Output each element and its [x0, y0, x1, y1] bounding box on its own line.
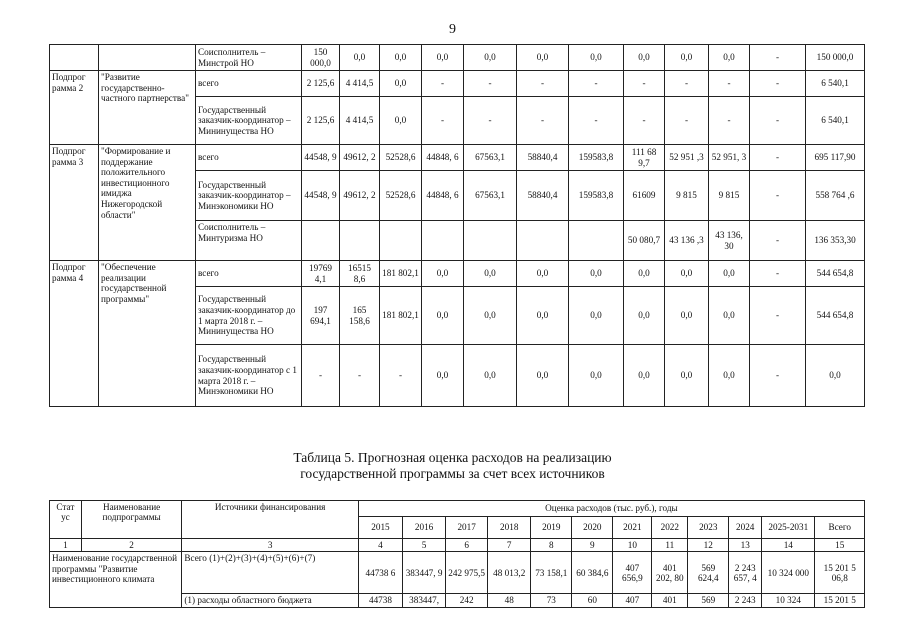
table-cell: 0,0: [517, 345, 569, 407]
table-cell: 4 414,5: [340, 71, 380, 97]
table-cell: 0,0: [665, 45, 709, 71]
table-cell: [50, 45, 99, 71]
table-cell: 159583,8: [569, 171, 624, 221]
table-cell: 10 324: [762, 594, 815, 607]
table-cell: -: [750, 97, 806, 145]
subprogram-status: Подпрог рамма 2: [50, 71, 99, 145]
table-cell: [569, 221, 624, 261]
table-cell: 383447, 9: [403, 552, 446, 594]
table-cell: 67563,1: [464, 145, 517, 171]
table-cell: 242: [446, 594, 488, 607]
table-cell: 0,0: [380, 71, 422, 97]
table-cell: 3: [182, 539, 359, 552]
table-cell: 11: [652, 539, 688, 552]
table-cell: 136 353,30: [806, 221, 865, 261]
table-cell: 0,0: [340, 45, 380, 71]
table-cell: 73: [531, 594, 572, 607]
column-number-row: [50, 539, 865, 552]
caption-line-1: Таблица 5. Прогнозная оценка расходов на реализацию: [293, 450, 612, 465]
table-cell: 10 324 000: [762, 552, 815, 594]
table-cell: 49612, 2: [340, 171, 380, 221]
table-cell: 13: [729, 539, 762, 552]
table-cell: Государственный заказчик-координатор – Мининущества НО: [196, 97, 302, 145]
header-row: [50, 501, 865, 517]
table-cell: 0,0: [517, 45, 569, 71]
table-cell: 0,0: [464, 45, 517, 71]
header-status: Стат ус: [50, 501, 82, 539]
table-cell: 10: [613, 539, 652, 552]
table-cell: 6 540,1: [806, 71, 865, 97]
table-cell: [340, 221, 380, 261]
table-cell: 0,0: [380, 45, 422, 71]
table-cell: 0,0: [380, 97, 422, 145]
table-cell: 9: [572, 539, 613, 552]
subprogram-name: "Обеспечение реализации государственной программы": [99, 261, 196, 407]
table-cell: 52 951, 3: [709, 145, 750, 171]
table-cell: 407: [613, 594, 652, 607]
table-cell: 15: [815, 539, 865, 552]
table-cell: Государственный заказчик-координатор с 1 марта 2018 г. – Минэкономики НО: [196, 345, 302, 407]
table-cell: 0,0: [464, 261, 517, 287]
table-cell: 52528,6: [380, 171, 422, 221]
table-cell: 43 136, 30: [709, 221, 750, 261]
year-cell: 2020: [572, 517, 613, 539]
table-cell: 49612, 2: [340, 145, 380, 171]
expenses-table-continued: [49, 44, 865, 407]
table-cell: 0,0: [806, 345, 865, 407]
subprogram-name: "Формирование и поддержание положительного инвестиционного имиджа Нижегородской области": [99, 145, 196, 261]
table-cell: 50 080,7: [624, 221, 665, 261]
table-cell: 0,0: [569, 345, 624, 407]
table-cell: 44848, 6: [422, 145, 464, 171]
table-cell: 44848, 6: [422, 171, 464, 221]
table-cell: 0,0: [665, 287, 709, 345]
table-cell: 401: [652, 594, 688, 607]
table-cell: -: [624, 71, 665, 97]
table-cell: всего: [196, 261, 302, 287]
table-cell: -: [464, 97, 517, 145]
table-cell: 48 013,2: [488, 552, 531, 594]
table-cell: 1: [50, 539, 82, 552]
table-cell: 2 125,6: [302, 97, 340, 145]
table-caption: [0, 450, 905, 482]
table-cell: 67563,1: [464, 171, 517, 221]
table-cell: 401 202, 80: [652, 552, 688, 594]
table-cell: всего: [196, 145, 302, 171]
table-cell: -: [750, 345, 806, 407]
table-cell: 0,0: [517, 287, 569, 345]
table-cell: 0,0: [569, 45, 624, 71]
table-cell: 9 815: [665, 171, 709, 221]
table-cell: 0,0: [517, 261, 569, 287]
table-cell: Соисполнитель – Минстрой НО: [196, 45, 302, 71]
table-cell: 5: [403, 539, 446, 552]
table-cell: -: [302, 345, 340, 407]
subprogram-status: Подпрог рамма 4: [50, 261, 99, 407]
table-cell: -: [750, 71, 806, 97]
table-cell: [302, 221, 340, 261]
year-cell: 2018: [488, 517, 531, 539]
table-row: [50, 45, 865, 71]
table-cell: 0,0: [709, 345, 750, 407]
table-cell: -: [709, 71, 750, 97]
table-row: [50, 71, 865, 97]
table-cell: 61609: [624, 171, 665, 221]
table-cell: 6 540,1: [806, 97, 865, 145]
year-cell: Всего: [815, 517, 865, 539]
table-cell: -: [464, 71, 517, 97]
table-cell: -: [569, 97, 624, 145]
table-cell: 0,0: [624, 261, 665, 287]
table-cell: 407 656,9: [613, 552, 652, 594]
table-cell: -: [340, 345, 380, 407]
table-cell: -: [750, 287, 806, 345]
table-cell: 60: [572, 594, 613, 607]
table-cell: 0,0: [422, 287, 464, 345]
caption-line-2: государственной программы за счет всех источников: [300, 466, 605, 481]
table-cell: 197 694,1: [302, 287, 340, 345]
program-name: Наименование государственной программы "Развитие инвестиционного климата: [50, 552, 182, 607]
table-cell: 2: [81, 539, 182, 552]
table-cell: -: [750, 261, 806, 287]
table-cell: 4: [358, 539, 402, 552]
table-cell: 15 201 5: [815, 594, 865, 607]
table-cell: 44738: [358, 594, 402, 607]
table-cell: 19769 4,1: [302, 261, 340, 287]
table-cell: -: [750, 45, 806, 71]
table-cell: Государственный заказчик-координатор – Минэкономики НО: [196, 171, 302, 221]
table-cell: -: [750, 221, 806, 261]
forecast-expenses-table: [49, 500, 865, 608]
table-cell: 544 654,8: [806, 287, 865, 345]
table-cell: 558 764 ,6: [806, 171, 865, 221]
table-cell: -: [517, 71, 569, 97]
table-cell: 14: [762, 539, 815, 552]
table-cell: 2 243 657, 4: [729, 552, 762, 594]
table-cell: 111 68 9,7: [624, 145, 665, 171]
table-cell: всего: [196, 71, 302, 97]
header-estimate: Оценка расходов (тыс. руб.), годы: [358, 501, 864, 517]
year-cell: 2021: [613, 517, 652, 539]
table-cell: -: [422, 71, 464, 97]
table-cell: 2 243: [729, 594, 762, 607]
table-cell: 48: [488, 594, 531, 607]
table-cell: 6: [446, 539, 488, 552]
table-cell: 43 136 ,3: [665, 221, 709, 261]
table-cell: 242 975,5: [446, 552, 488, 594]
table-cell: 16515 8,6: [340, 261, 380, 287]
table-cell: -: [665, 97, 709, 145]
table-cell: 569: [688, 594, 729, 607]
table-cell: 58840,4: [517, 171, 569, 221]
table-cell: 0,0: [665, 345, 709, 407]
table-cell: 165 158,6: [340, 287, 380, 345]
table-cell: 8: [531, 539, 572, 552]
table-cell: 73 158,1: [531, 552, 572, 594]
table-cell: 2 125,6: [302, 71, 340, 97]
table-cell: -: [709, 97, 750, 145]
table-cell: 0,0: [569, 287, 624, 345]
table-cell: Государственный заказчик-координатор до 1 марта 2018 г. – Мининущества НО: [196, 287, 302, 345]
table-cell: 0,0: [624, 45, 665, 71]
table-cell: 0,0: [665, 261, 709, 287]
table-cell: 15 201 5 06,8: [815, 552, 865, 594]
table-cell: -: [665, 71, 709, 97]
table-cell: 0,0: [709, 287, 750, 345]
page-number: 9: [449, 22, 456, 37]
table-cell: 12: [688, 539, 729, 552]
table-cell: -: [750, 145, 806, 171]
table-cell: 695 117,90: [806, 145, 865, 171]
table-cell: 9 815: [709, 171, 750, 221]
year-cell: 2016: [403, 517, 446, 539]
table-cell: 52528,6: [380, 145, 422, 171]
table-cell: Всего (1)+(2)+(3)+(4)+(5)+(6)+(7): [182, 552, 359, 594]
table-cell: 7: [488, 539, 531, 552]
table-cell: -: [517, 97, 569, 145]
table-cell: 0,0: [624, 287, 665, 345]
table-cell: 44738 6: [358, 552, 402, 594]
table-cell: 44548, 9: [302, 171, 340, 221]
table-cell: 383447,: [403, 594, 446, 607]
table-cell: -: [380, 345, 422, 407]
table-cell: 569 624,4: [688, 552, 729, 594]
header-funding-sources: Источники финансирования: [182, 501, 359, 539]
table-cell: [464, 221, 517, 261]
table-cell: 544 654,8: [806, 261, 865, 287]
table-cell: 0,0: [422, 45, 464, 71]
table-cell: -: [624, 97, 665, 145]
table-cell: 4 414,5: [340, 97, 380, 145]
table-cell: 0,0: [422, 345, 464, 407]
table-cell: 159583,8: [569, 145, 624, 171]
table-cell: -: [750, 171, 806, 221]
table-cell: 60 384,6: [572, 552, 613, 594]
table-cell: -: [569, 71, 624, 97]
table-cell: 0,0: [709, 45, 750, 71]
header-subprogram-name: Наименование подпрограммы: [81, 501, 182, 539]
table-cell: 52 951 ,3: [665, 145, 709, 171]
table-cell: 181 802,1: [380, 261, 422, 287]
table-cell: 0,0: [569, 261, 624, 287]
table-cell: [99, 45, 196, 71]
table-row: [50, 261, 865, 287]
table-cell: 0,0: [709, 261, 750, 287]
table-cell: 150 000,0: [806, 45, 865, 71]
table-cell: [380, 221, 422, 261]
table-cell: [422, 221, 464, 261]
year-cell: 2024: [729, 517, 762, 539]
subprogram-status: Подпрог рамма 3: [50, 145, 99, 261]
table-cell: 0,0: [624, 345, 665, 407]
table-cell: 0,0: [464, 287, 517, 345]
table-cell: (1) расходы областного бюджета: [182, 594, 359, 607]
table-row: [50, 552, 865, 594]
table-row: [50, 145, 865, 171]
table-cell: [517, 221, 569, 261]
table-cell: 150 000,0: [302, 45, 340, 71]
table-cell: 58840,4: [517, 145, 569, 171]
year-cell: 2025-2031: [762, 517, 815, 539]
table-cell: -: [422, 97, 464, 145]
year-cell: 2019: [531, 517, 572, 539]
year-cell: 2015: [358, 517, 402, 539]
year-cell: 2017: [446, 517, 488, 539]
subprogram-name: "Развитие государственно-частного партнерства": [99, 71, 196, 145]
table-cell: 0,0: [464, 345, 517, 407]
table-cell: Соисполнитель – Минтуризма НО: [196, 221, 302, 261]
year-cell: 2023: [688, 517, 729, 539]
table-cell: 181 802,1: [380, 287, 422, 345]
table-cell: 0,0: [422, 261, 464, 287]
table-cell: 44548, 9: [302, 145, 340, 171]
year-cell: 2022: [652, 517, 688, 539]
